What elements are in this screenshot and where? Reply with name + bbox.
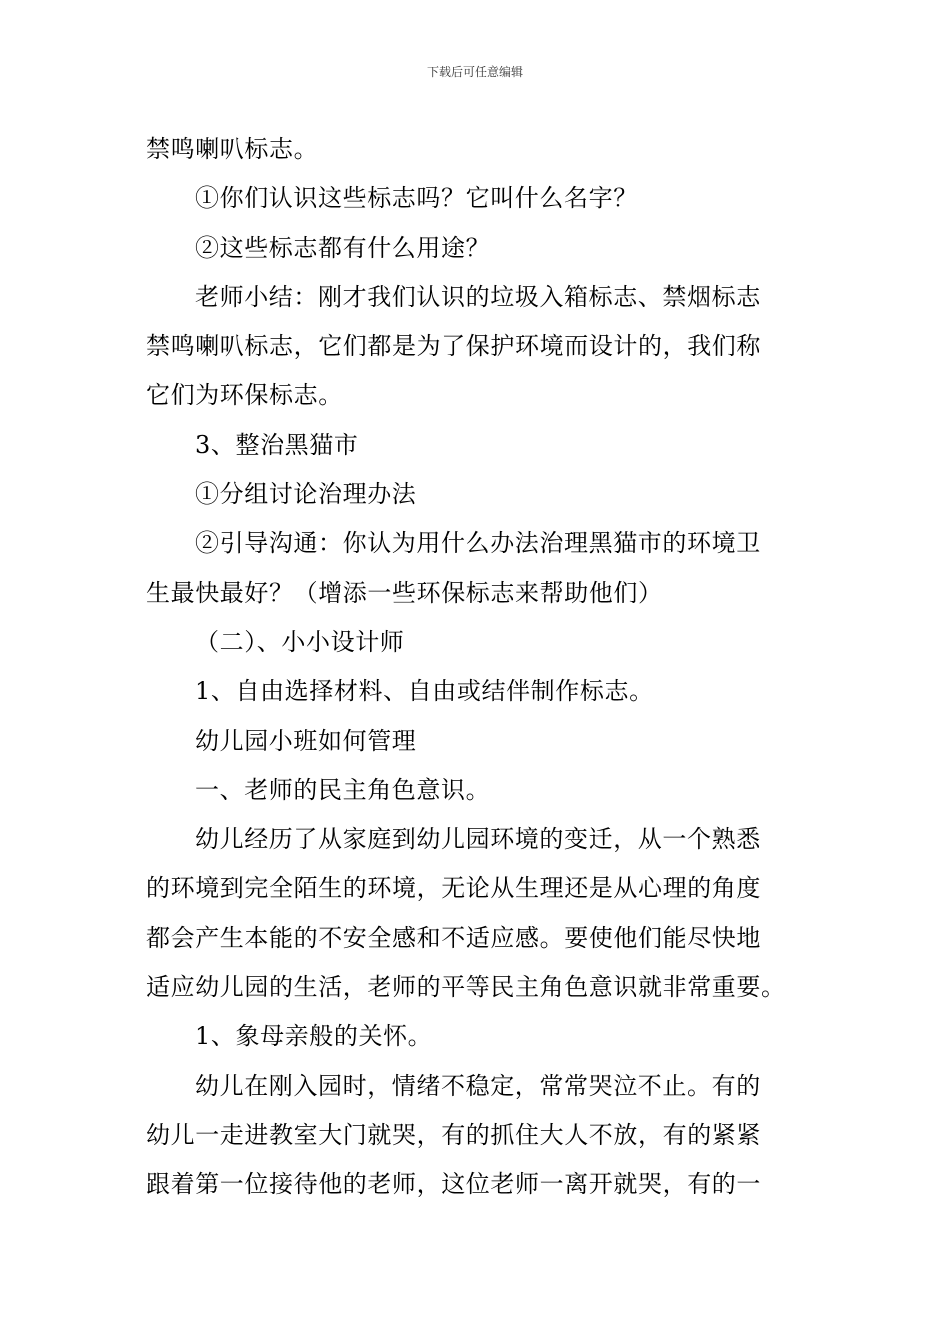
section-heading: 幼儿园小班如何管理 — [195, 726, 417, 755]
paragraph-line: 幼儿经历了从家庭到幼儿园环境的变迁，从一个熟悉 — [195, 825, 761, 854]
paragraph-line: 的环境到完全陌生的环境，无论从生理还是从心理的角度 — [146, 874, 761, 903]
paragraph-line: 3、整治黑猫市 — [195, 430, 359, 459]
section-heading: 一、老师的民主角色意识。 — [195, 775, 491, 804]
paragraph-line: 适应幼儿园的生活，老师的平等民主角色意识就非常重要。 — [146, 973, 786, 1002]
document-body — [146, 125, 810, 1210]
section-heading: 1、象母亲般的关怀。 — [195, 1022, 433, 1051]
paragraph-line: ①分组讨论治理办法 — [195, 480, 417, 509]
paragraph-line: 幼儿在刚入园时，情绪不稳定，常常哭泣不止。有的 — [195, 1071, 761, 1100]
page-header: 下载后可任意编辑 — [426, 65, 523, 79]
paragraph-line: 都会产生本能的不安全感和不适应感。要使他们能尽快地 — [146, 923, 761, 952]
paragraph-line: 1、自由选择材料、自由或结伴制作标志。 — [195, 677, 654, 706]
paragraph-line: ①你们认识这些标志吗？它叫什么名字？ — [195, 184, 638, 213]
paragraph-line: 跟着第一位接待他的老师，这位老师一离开就哭，有的一 — [146, 1170, 761, 1199]
paragraph-line: 禁鸣喇叭标志。 — [146, 135, 319, 163]
paragraph-line: ②引导沟通：你认为用什么办法治理黑猫市的环境卫 — [195, 529, 761, 558]
paragraph-line: 禁鸣喇叭标志，它们都是为了保护环境而设计的，我们称 — [146, 332, 761, 361]
paragraph-line: 幼儿一走进教室大门就哭，有的抓住大人不放，有的紧紧 — [146, 1120, 761, 1149]
paragraph-line: ②这些标志都有什么用途？ — [195, 233, 491, 262]
section-heading: （二）、小小设计师 — [195, 627, 405, 656]
paragraph-line: 生最快最好？（增添一些环保标志来帮助他们） — [146, 578, 663, 607]
paragraph-line: 它们为环保标志。 — [146, 381, 343, 410]
paragraph-line: 老师小结：刚才我们认识的垃圾入箱标志、禁烟标志 — [195, 282, 761, 311]
